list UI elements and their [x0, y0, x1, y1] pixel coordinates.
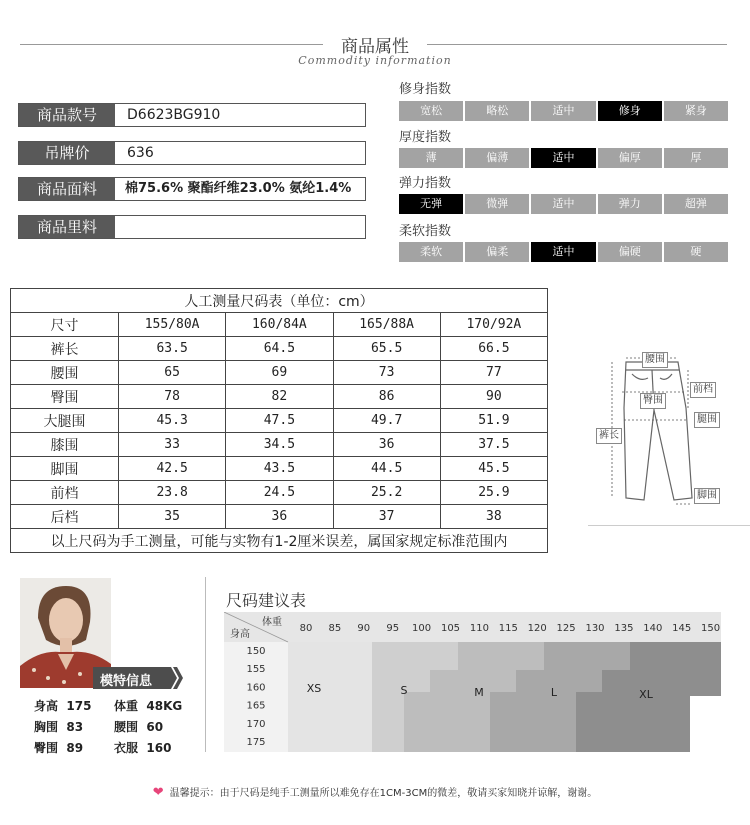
row-label: 前档: [11, 481, 119, 505]
attr-tag-price: [18, 141, 366, 165]
diagram-label-length: 裤长: [596, 428, 622, 444]
table-cell: 90: [440, 385, 547, 409]
index-bar-fit: [399, 101, 728, 121]
header-cell: 165/88A: [333, 313, 440, 337]
model-stat-key: 体重: [114, 699, 139, 713]
table-cell: 45.3: [119, 409, 226, 433]
index-option: 略松: [465, 101, 529, 121]
weight-tick-label: 125: [556, 623, 576, 634]
grid-corner-weight: 体重: [262, 617, 282, 628]
index-option: 紧身: [664, 101, 728, 121]
index-option: 偏薄: [465, 148, 529, 168]
index-title-softness: 柔软指数: [399, 224, 452, 239]
size-band-label: XL: [639, 688, 653, 701]
model-info-title: 模特信息: [100, 674, 153, 689]
index-bar-stretch: [399, 194, 728, 214]
table-row: [11, 457, 548, 481]
index-bar-thickness: [399, 148, 728, 168]
model-stat-value: 48KG: [146, 699, 183, 713]
index-option-selected: 修身: [598, 101, 662, 121]
header-cell: 尺寸: [11, 313, 119, 337]
attr-value: 棉75.6% 聚酯纤维23.0% 氨纶1.4%: [125, 181, 352, 196]
model-stat: [114, 739, 171, 756]
index-option: 厚: [664, 148, 728, 168]
model-stat: [114, 697, 182, 714]
index-option-selected: 适中: [531, 148, 595, 168]
model-stat-value: 89: [66, 741, 84, 755]
index-option: 适中: [531, 101, 595, 121]
index-option: 柔软: [399, 242, 463, 262]
weight-tick-label: 130: [585, 623, 605, 634]
weight-tick-label: 110: [469, 623, 489, 634]
row-label: 脚围: [11, 457, 119, 481]
index-option: 偏厚: [598, 148, 662, 168]
weight-tick-label: 140: [643, 623, 663, 634]
attr-value: D6623BG910: [127, 107, 221, 123]
index-option: 硬: [664, 242, 728, 262]
table-cell: 24.5: [226, 481, 333, 505]
table-cell: 37.5: [440, 433, 547, 457]
table-row: [11, 505, 548, 529]
size-band-xs: [288, 642, 372, 752]
header-cell: 160/84A: [226, 313, 333, 337]
size-table-header: [11, 313, 548, 337]
size-table-caption: 人工测量尺码表（单位：cm）: [11, 289, 548, 313]
table-cell: 64.5: [226, 337, 333, 361]
table-cell: 66.5: [440, 337, 547, 361]
footer-notice: [0, 784, 750, 800]
size-table: [10, 288, 548, 553]
table-cell: 23.8: [119, 481, 226, 505]
attr-fabric: [18, 177, 366, 201]
model-stat-value: 60: [146, 720, 164, 734]
table-cell: 35: [119, 505, 226, 529]
model-stat: [34, 697, 91, 714]
model-stat: [34, 718, 83, 735]
model-stat-value: 175: [66, 699, 92, 713]
index-bar-softness: [399, 242, 728, 262]
weight-tick-label: 145: [672, 623, 692, 634]
height-tick-label: 160: [246, 682, 266, 694]
table-cell: 42.5: [119, 457, 226, 481]
index-option-selected: 无弹: [399, 194, 463, 214]
weight-tick-label: 115: [498, 623, 518, 634]
weight-tick-label: 100: [412, 623, 432, 634]
diagram-label-thigh: 腿围: [694, 412, 720, 428]
model-stat-key: 臀围: [34, 741, 59, 755]
row-label: 大腿围: [11, 409, 119, 433]
index-title-stretch: 弹力指数: [399, 176, 452, 191]
size-band-label: L: [550, 686, 558, 699]
table-cell: 51.9: [440, 409, 547, 433]
weight-tick-label: 95: [386, 623, 400, 634]
model-stat: [114, 718, 163, 735]
model-stat-key: 腰围: [114, 720, 139, 734]
table-row: [11, 337, 548, 361]
grid-height-band: [224, 642, 288, 752]
index-option: 薄: [399, 148, 463, 168]
table-row: [11, 433, 548, 457]
table-cell: 43.5: [226, 457, 333, 481]
model-stat-value: 83: [66, 720, 84, 734]
size-band-label: M: [474, 686, 484, 699]
table-cell: 49.7: [333, 409, 440, 433]
diagram-label-front-rise: 前档: [690, 382, 716, 398]
table-row: [11, 385, 548, 409]
weight-tick-label: 105: [440, 623, 461, 634]
table-cell: 36: [226, 505, 333, 529]
diagram-label-hip: 臀围: [640, 393, 666, 409]
table-row: [11, 481, 548, 505]
table-cell: 69: [226, 361, 333, 385]
table-cell: 25.2: [333, 481, 440, 505]
index-option-selected: 适中: [531, 242, 595, 262]
weight-tick-label: 90: [357, 623, 371, 634]
table-cell: 86: [333, 385, 440, 409]
attr-value: [115, 216, 365, 238]
table-cell: 82: [226, 385, 333, 409]
row-label: 腰围: [11, 361, 119, 385]
index-option: 宽松: [399, 101, 463, 121]
model-stat-value: 160: [146, 741, 172, 755]
size-recommendation-grid: [224, 612, 721, 752]
model-stat: [34, 739, 83, 756]
attr-lining: [18, 215, 366, 239]
row-label: 臀围: [11, 385, 119, 409]
table-row: [11, 409, 548, 433]
table-cell: 77: [440, 361, 547, 385]
table-cell: 36: [333, 433, 440, 457]
grid-corner-height: 身高: [230, 629, 250, 640]
height-tick-label: 175: [246, 737, 266, 748]
table-cell: 44.5: [333, 457, 440, 481]
index-title-fit: 修身指数: [399, 82, 452, 97]
model-stat-key: 衣服: [114, 741, 139, 755]
table-cell: 47.5: [226, 409, 333, 433]
table-cell: 25.9: [440, 481, 547, 505]
size-band-label: S: [400, 684, 408, 697]
index-title-thickness: 厚度指数: [399, 130, 452, 145]
table-cell: 78: [119, 385, 226, 409]
index-option: 偏柔: [465, 242, 529, 262]
divider: [205, 577, 206, 752]
table-cell: 33: [119, 433, 226, 457]
model-stat-key: 身高: [34, 699, 59, 713]
heart-icon: ❤: [152, 785, 164, 800]
header-cell: 155/80A: [119, 313, 226, 337]
table-cell: 45.5: [440, 457, 547, 481]
attr-label: 商品里料: [19, 216, 115, 238]
index-option: 弹力: [598, 194, 662, 214]
weight-tick-label: 85: [328, 623, 342, 634]
size-table-note: 以上尺码为手工测量，可能与实物有1-2厘米误差，属国家规定标准范围内: [11, 529, 548, 553]
weight-tick-label: 120: [527, 623, 547, 634]
table-row: [11, 361, 548, 385]
recommendation-title: 尺码建议表: [226, 591, 307, 610]
height-tick-label: 165: [246, 700, 266, 712]
diagram-label-waist: 腰围: [642, 352, 668, 368]
diagram-label-hem: 脚围: [694, 488, 720, 504]
row-label: 后档: [11, 505, 119, 529]
row-label: 裤长: [11, 337, 119, 361]
attr-label: 商品款号: [19, 104, 115, 126]
attr-style-number: [18, 103, 366, 127]
height-tick-label: 170: [246, 718, 266, 730]
table-cell: 73: [333, 361, 440, 385]
size-band-label: XS: [306, 682, 322, 695]
index-option: 适中: [531, 194, 595, 214]
attr-label: 商品面料: [19, 178, 115, 200]
table-cell: 65.5: [333, 337, 440, 361]
model-stat-key: 胸围: [34, 720, 59, 734]
header-cell: 170/92A: [440, 313, 547, 337]
pants-diagram: [588, 348, 750, 526]
weight-tick-label: 80: [299, 623, 313, 634]
weight-tick-label: 135: [614, 623, 634, 634]
index-option: 超弹: [664, 194, 728, 214]
weight-tick-label: 150: [701, 623, 721, 634]
section-title: 商品属性: [341, 37, 409, 57]
table-cell: 38: [440, 505, 547, 529]
table-cell: 63.5: [119, 337, 226, 361]
table-cell: 65: [119, 361, 226, 385]
attr-value: 636: [127, 145, 154, 161]
index-option: 偏硬: [598, 242, 662, 262]
height-tick-label: 150: [246, 646, 266, 657]
attr-label: 吊牌价: [19, 142, 115, 164]
row-label: 膝围: [11, 433, 119, 457]
section-subtitle: Commodity information: [298, 54, 452, 67]
index-option: 微弹: [465, 194, 529, 214]
table-cell: 37: [333, 505, 440, 529]
table-cell: 34.5: [226, 433, 333, 457]
height-tick-label: 155: [246, 664, 266, 676]
footer-text: 温馨提示：由于尺码是纯手工测量所以难免存在1CM-3CM的微差，敬请买家知晓并谅解，谢谢。: [169, 788, 598, 799]
